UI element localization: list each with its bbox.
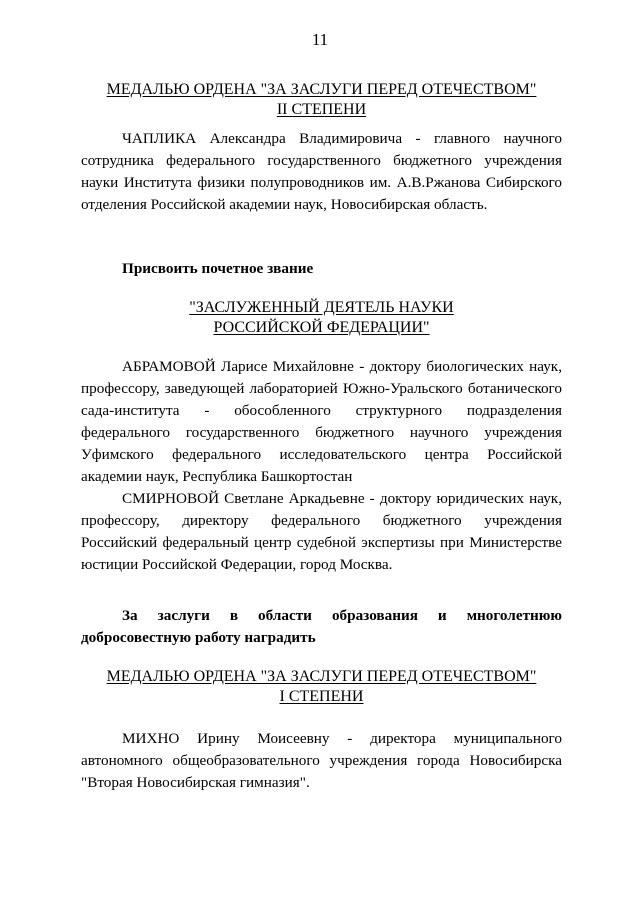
award-paragraph-mikhno: МИХНО Ирину Моисеевну - директора муниципального автономного общеобразовательного учреждения города Новосибирска "Вторая Новосибирская гимназия". [81,730,562,791]
education-intro: За заслуги в области образования и многолетнюю добросовестную работу наградить [81,607,562,646]
award-paragraph-abramova: АБРАМОВОЙ Ларисе Михайловне - доктору биологических наук, профессору, заведующей лабораторией Южно-Уральского ботанического сада-института - обособленного структурного подразделения федерального государственного бюджетного научного учреждения Уфимского федерального исследовательского центра Российской академии наук, Республика Башкортостан [81,358,562,485]
heading-line: "ЗАСЛУЖЕННЫЙ ДЕЯТЕЛЬ НАУКИ [189,299,454,316]
award-heading-medal-1st-degree [81,667,562,707]
award-heading-medal-2nd-degree [81,80,562,120]
honorary-title-heading [81,298,562,338]
award-paragraph-chaplik: ЧАПЛИКА Александра Владимировича - главного научного сотрудника федерального государственного бюджетного учреждения науки Института физики полупроводников им. А.В.Ржанова Сибирского отделения Российской академии наук, Новосибирская область. [81,130,562,213]
heading-line: МЕДАЛЬЮ ОРДЕНА "ЗА ЗАСЛУГИ ПЕРЕД ОТЕЧЕСТВОМ" [106,81,537,98]
heading-line: I СТЕПЕНИ [279,688,364,705]
heading-line: МЕДАЛЬЮ ОРДЕНА "ЗА ЗАСЛУГИ ПЕРЕД ОТЕЧЕСТВОМ" [106,668,537,685]
heading-line: РОССИЙСКОЙ ФЕДЕРАЦИИ" [213,319,430,336]
award-paragraph-smirnova: СМИРНОВОЙ Светлане Аркадьевне - доктору юридических наук, профессору, директору федерального бюджетного учреждения Российский федеральный центр судебной экспертизы при Министерстве юстиции Российской Федерации, город Москва. [81,490,562,573]
title-intro: Присвоить почетное звание [122,260,314,277]
heading-line: II СТЕПЕНИ [276,101,367,118]
page-number: 11 [311,30,329,49]
